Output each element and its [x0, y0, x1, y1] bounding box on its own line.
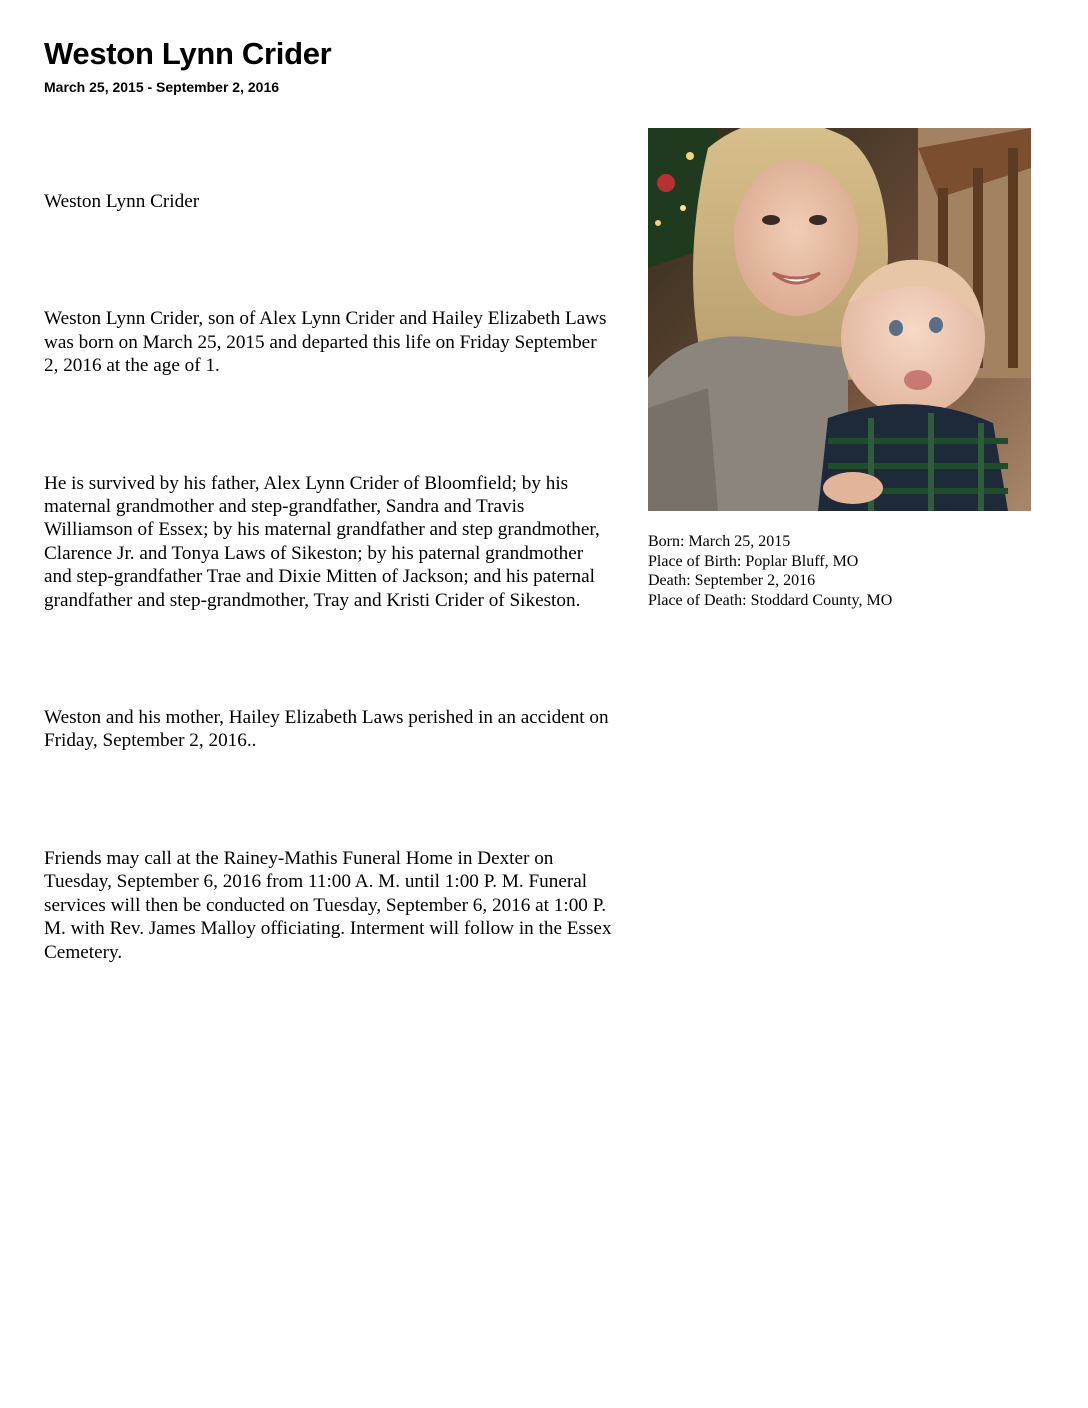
- obituary-paragraph-accident: Weston and his mother, Hailey Elizabeth Laws perished in an accident on Friday, September 2, 2016..: [44, 707, 609, 752]
- obituary-name-heading: Weston Lynn Crider: [44, 191, 200, 212]
- fact-death: Death: September 2, 2016: [648, 572, 816, 590]
- fact-place-of-death: Place of Death: Stoddard County, MO: [648, 591, 893, 609]
- obituary-text: [44, 190, 614, 964]
- obituary-paragraph-services: Friends may call at the Rainey-Mathis Funeral Home in Dexter on Tuesday, September 6, 2016 from 11:00 A. M. until 1:00 P. M. Funeral services will then be conducted on Tuesday, September 6, 2016 at 1:00 P. M. with Rev. James Malloy officiating. Interment will follow in the Essex Cemetery.: [44, 847, 612, 963]
- fact-place-of-birth: Place of Birth: Poplar Bluff, MO: [648, 552, 859, 570]
- portrait-photo: [648, 128, 1031, 511]
- obituary-paragraph-birth: Weston Lynn Crider, son of Alex Lynn Crider and Hailey Elizabeth Laws was born on March 25, 2015 and departed this life on Friday September 2, 2016 at the age of 1.: [44, 308, 607, 377]
- page-title: Weston Lynn Crider: [44, 36, 332, 71]
- obituary-paragraph-survivors: He is survived by his father, Alex Lynn Crider of Bloomfield; by his maternal grandmother and step-grandfather, Sandra and Travis Williamson of Essex; by his maternal grandfather and step grandmother, Clarence Jr. and Tonya Laws of Sikeston; by his paternal grandmother and step-grandfather Trae and Dixie Mitten of Jackson; and his paternal grandfather and step-grandmother, Tray and Kristi Crider of Sikeston.: [44, 472, 600, 611]
- date-range: March 25, 2015 - September 2, 2016: [44, 79, 280, 95]
- vital-facts: [648, 532, 1048, 610]
- fact-born: Born: March 25, 2015: [648, 533, 791, 550]
